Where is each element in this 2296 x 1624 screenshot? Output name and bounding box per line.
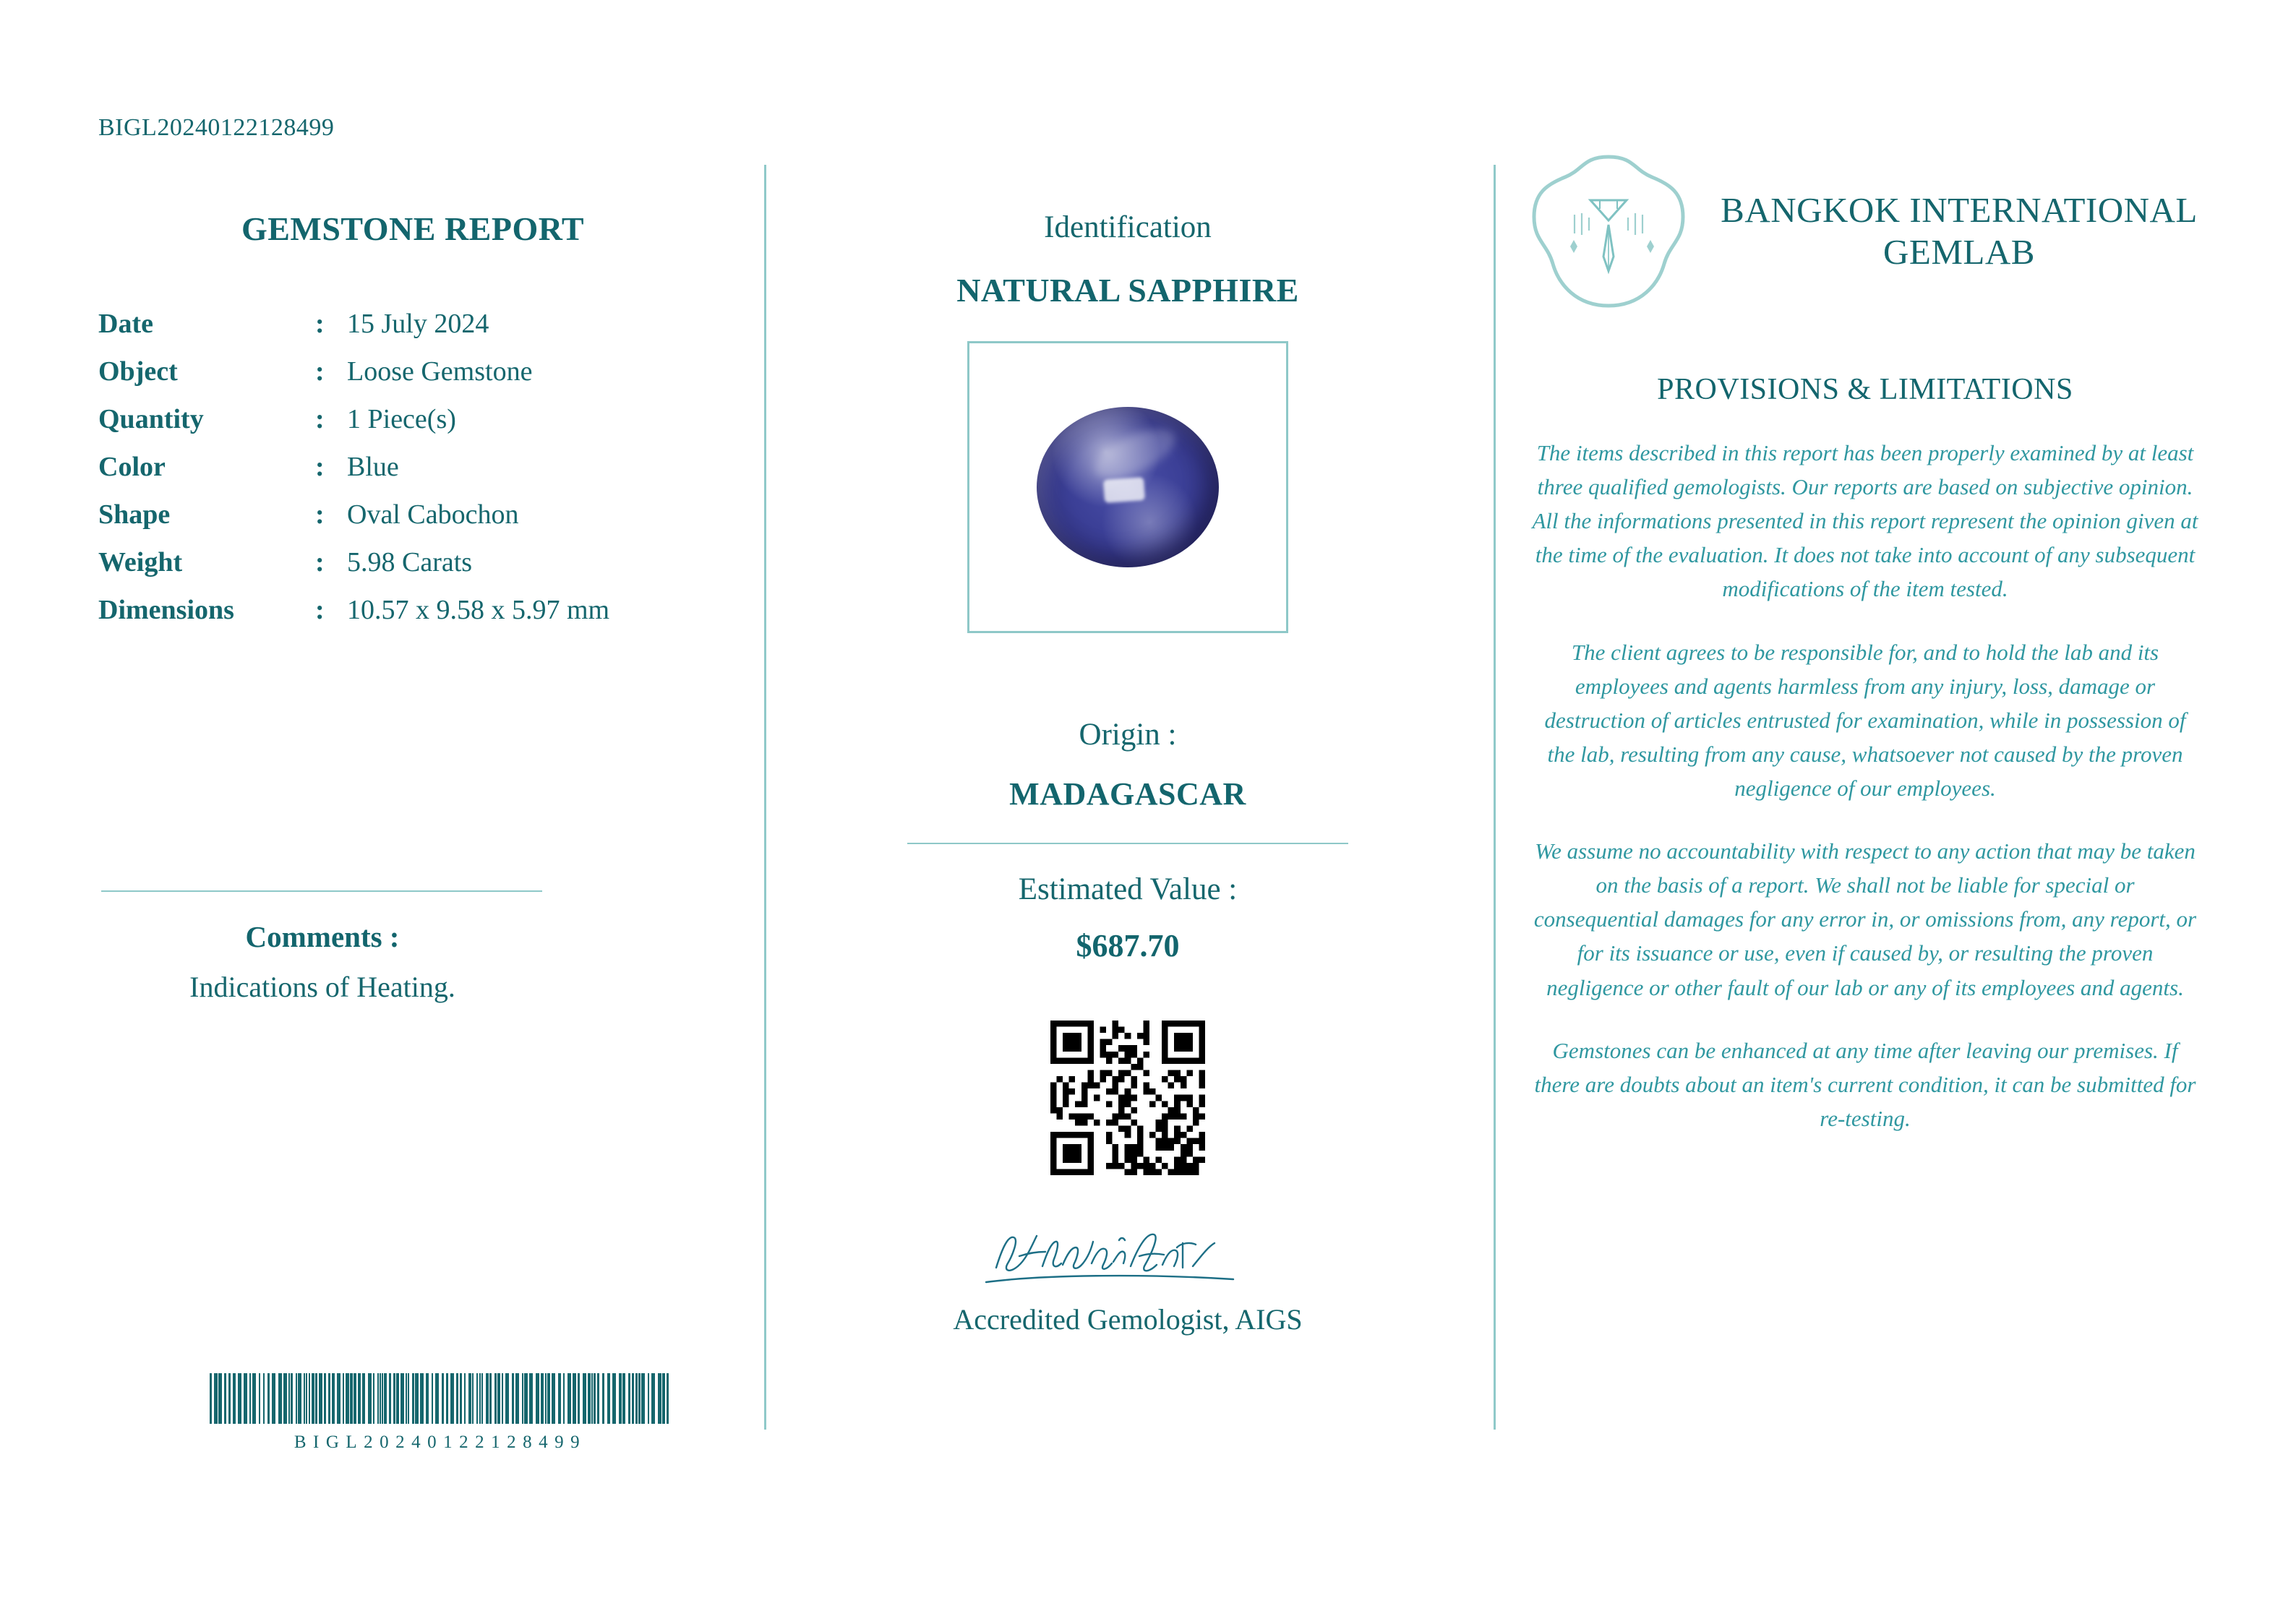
gem-photo <box>1037 407 1219 567</box>
table-row <box>98 538 734 586</box>
spec-separator: : <box>315 547 325 577</box>
estimated-value-amount: $687.70 <box>1076 928 1180 963</box>
brand-row <box>1525 148 2205 314</box>
qr-code[interactable] <box>1050 1021 1205 1175</box>
estimated-value-label: Estimated Value : <box>1018 872 1238 906</box>
identification-value: NATURAL SAPPHIRE <box>956 272 1299 309</box>
barcode <box>208 1373 672 1453</box>
provisions-body <box>1525 436 2205 1135</box>
gemologist-label: Accredited Gemologist, AIGS <box>953 1303 1303 1336</box>
table-row <box>98 395 734 443</box>
barcode-bars <box>208 1373 672 1424</box>
spec-value: Blue <box>347 452 399 482</box>
spec-separator: : <box>315 309 325 339</box>
comments-divider <box>101 890 542 892</box>
spec-label: Quantity <box>98 404 204 434</box>
spec-label: Shape <box>98 499 171 530</box>
provision-paragraph: The items described in this report has been properly examined by at least three qualified gemologists. Our reports are based on subjective opinion. All the informations presented in this report represent the opinion given at the time of the evaluation. It does not take into account of any subsequent modifications of the item tested. <box>1532 440 2198 602</box>
value-divider <box>907 843 1348 844</box>
spec-separator: : <box>315 404 325 434</box>
table-row <box>98 491 734 538</box>
spec-separator: : <box>315 356 325 387</box>
spec-separator: : <box>315 595 325 625</box>
page-title: GEMSTONE REPORT <box>241 210 585 247</box>
gemstone-report-section <box>98 210 734 634</box>
table-row <box>98 300 734 348</box>
spec-separator: : <box>315 452 325 482</box>
signature-mark <box>976 1216 1280 1295</box>
report-id: BIGL20240122128499 <box>98 114 335 141</box>
lab-info-section <box>1525 148 2205 1135</box>
gemstone-spec-table <box>98 300 734 634</box>
spec-value: Loose Gemstone <box>347 356 533 387</box>
spec-label: Object <box>98 356 178 387</box>
comments-value: Indications of Heating. <box>189 971 455 1003</box>
column-divider-right <box>1494 165 1496 1430</box>
barcode-text: BIGL20240122128499 <box>294 1432 587 1452</box>
identification-label: Identification <box>1044 210 1212 244</box>
signature <box>976 1216 1280 1295</box>
spec-value: 5.98 Carats <box>347 547 473 577</box>
qr-code-canvas[interactable] <box>1050 1021 1205 1175</box>
table-row <box>98 443 734 491</box>
lab-name: BANGKOK INTERNATIONAL GEMLAB <box>1721 190 2198 272</box>
table-row <box>98 586 734 634</box>
comments-label: Comments : <box>245 920 400 953</box>
spec-value: Oval Cabochon <box>347 499 519 530</box>
provision-paragraph: The client agrees to be responsible for, and to hold the lab and its employees and agents harmless from any injury, loss, damage or destruction of articles entrusted for examination, while in possession of the lab, resulting from any cause, whatsoever not caused by the proven negligence of our employees. <box>1544 639 2186 801</box>
lab-logo-icon <box>1525 148 1692 314</box>
spec-separator: : <box>315 499 325 530</box>
spec-label: Weight <box>98 547 183 577</box>
gem-photo-frame <box>967 341 1288 633</box>
provisions-title: PROVISIONS & LIMITATIONS <box>1657 373 2073 406</box>
column-divider-left <box>764 165 766 1430</box>
table-row <box>98 348 734 395</box>
spec-value: 1 Piece(s) <box>347 404 456 434</box>
provision-paragraph: Gemstones can be enhanced at any time after leaving our premises. If there are doubts about an item's current condition, it can be submitted for re-testing. <box>1534 1037 2196 1131</box>
origin-label: Origin : <box>1079 718 1177 752</box>
spec-value: 15 July 2024 <box>347 309 489 339</box>
comments-section <box>98 919 547 1004</box>
spec-label: Dimensions <box>98 595 234 625</box>
identification-section <box>795 210 1460 1336</box>
provision-paragraph: We assume no accountability with respect to any action that may be taken on the basis of a report. We shall not be liable for special or consequential damages for any error in, or omissions from, any report, or for its issuance or use, even if caused by, or resulting the proven negligence or other fault of our lab or any of its employees and agents. <box>1533 838 2197 1000</box>
spec-label: Color <box>98 452 166 482</box>
spec-value: 10.57 x 9.58 x 5.97 mm <box>347 595 610 625</box>
spec-label: Date <box>98 309 153 339</box>
origin-value: MADAGASCAR <box>1009 776 1246 812</box>
